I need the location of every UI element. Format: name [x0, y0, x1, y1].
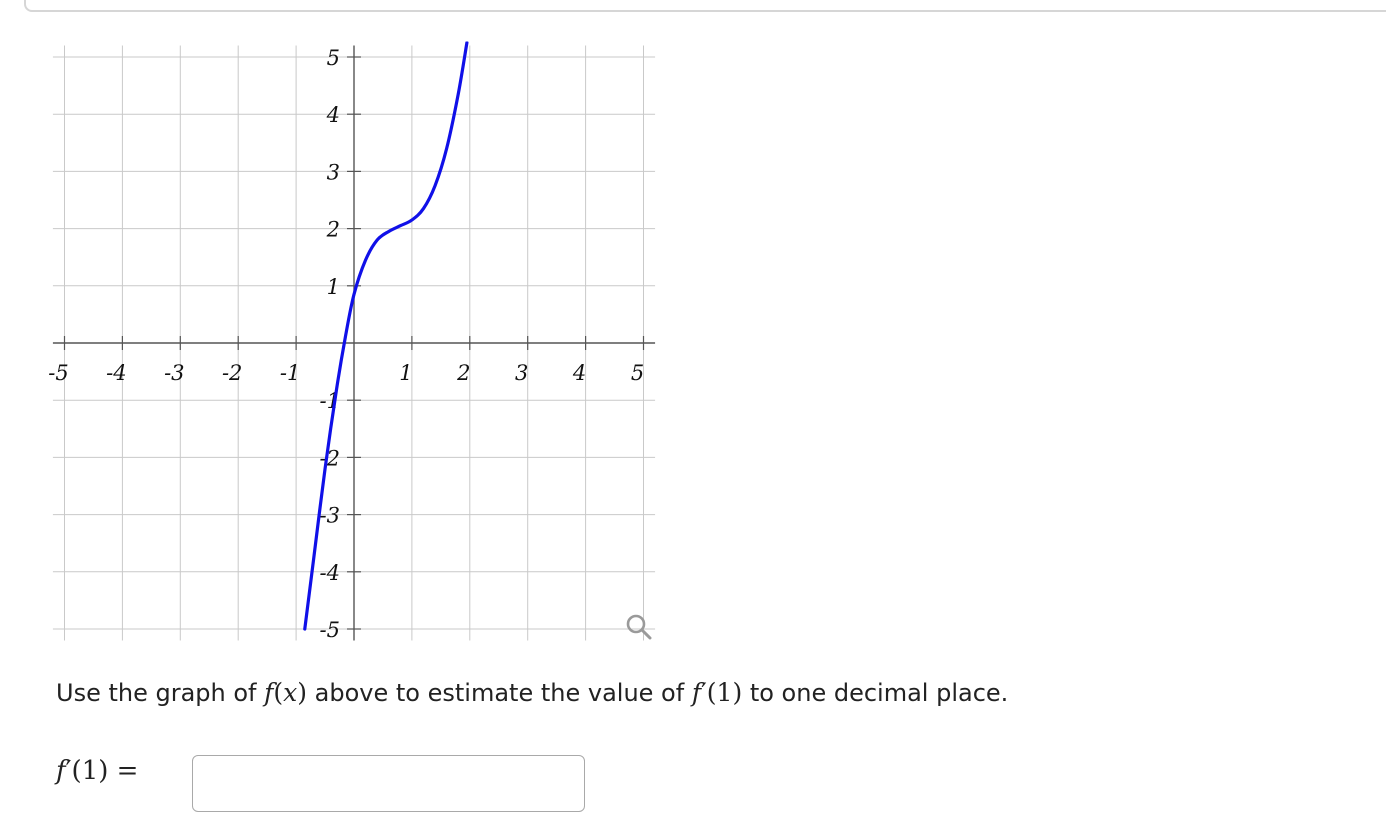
- x-tick-label: -1: [279, 361, 301, 385]
- answer-label: f′(1) =: [56, 756, 139, 786]
- y-tick-label: 1: [326, 274, 340, 299]
- y-tick-label: -4: [319, 560, 340, 585]
- question-text: Use the graph of f(x) above to estimate the value of f′(1) to one decimal place.: [56, 678, 1009, 707]
- x-tick-label: 4: [572, 361, 587, 385]
- y-tick-label: -5: [319, 618, 340, 642]
- graph-axes: [53, 46, 655, 641]
- y-tick-label: 5: [326, 46, 340, 70]
- magnifier-icon[interactable]: [622, 612, 654, 642]
- answer-input[interactable]: [192, 755, 585, 812]
- y-tick-label: 3: [326, 160, 340, 185]
- x-tick-label: -3: [164, 361, 185, 385]
- x-tick-label: -2: [221, 361, 243, 385]
- x-tick-label: -5: [48, 361, 69, 385]
- x-tick-label: -4: [106, 361, 127, 385]
- function-graph: [0, 0, 700, 660]
- x-tick-label: 2: [457, 361, 471, 385]
- y-tick-label: -3: [319, 503, 340, 528]
- y-tick-label: 2: [326, 217, 340, 242]
- graph-curve: [305, 43, 467, 629]
- y-tick-label: 4: [326, 103, 340, 128]
- graph-tick-labels: [48, 46, 644, 642]
- function-curve: [305, 43, 467, 629]
- x-tick-label: 3: [515, 361, 529, 385]
- x-tick-label: 1: [399, 361, 413, 385]
- y-tick-label: -1: [319, 389, 340, 414]
- y-tick-label: -2: [319, 446, 340, 471]
- x-tick-label: 5: [630, 361, 645, 385]
